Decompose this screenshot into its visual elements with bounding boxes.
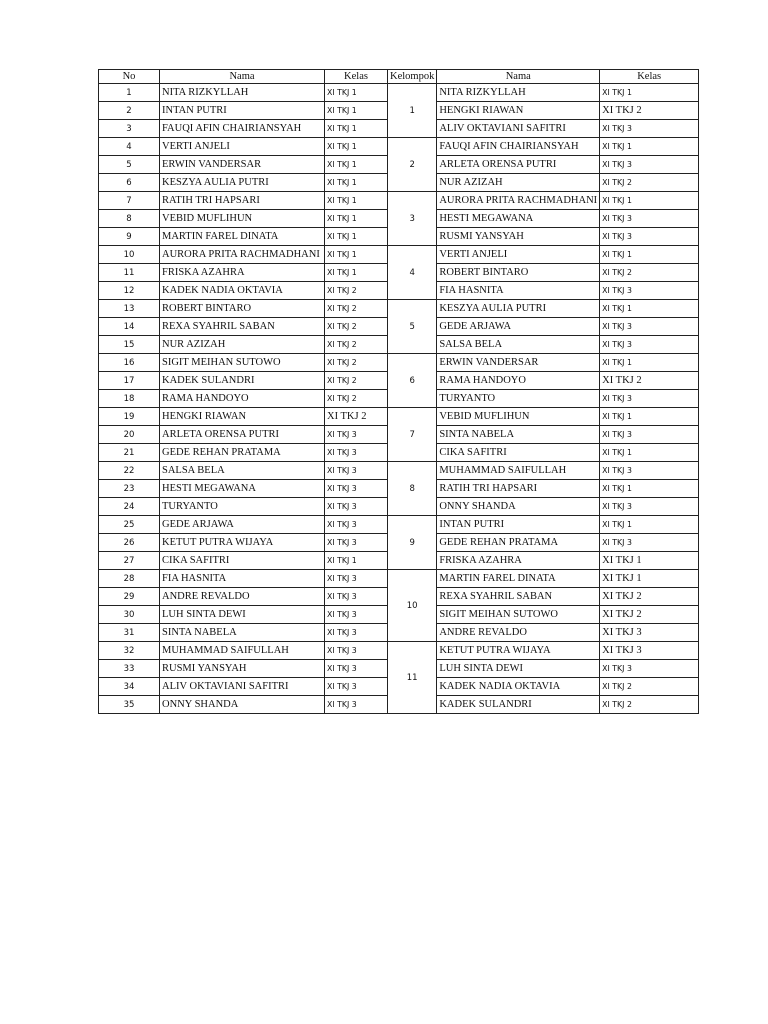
- student-name: RAMA HANDOYO: [160, 390, 325, 408]
- row-number: 5: [99, 156, 160, 174]
- group-member-name: RATIH TRI HAPSARI: [437, 480, 600, 498]
- group-table: [98, 69, 699, 714]
- student-name: ARLETA ORENSA PUTRI: [160, 426, 325, 444]
- row-number: 21: [99, 444, 160, 462]
- header-kelas: Kelas: [325, 70, 388, 84]
- row-number: 34: [99, 678, 160, 696]
- group-member-name: ROBERT BINTARO: [437, 264, 600, 282]
- group-member-name: FIA HASNITA: [437, 282, 600, 300]
- table-row: [99, 138, 699, 156]
- group-member-class: XI TKJ 3: [600, 390, 699, 408]
- row-number: 9: [99, 228, 160, 246]
- group-member-class: XI TKJ 3: [600, 462, 699, 480]
- group-member-class: XI TKJ 1: [600, 84, 699, 102]
- student-name: RUSMI YANSYAH: [160, 660, 325, 678]
- group-member-class: XI TKJ 2: [600, 678, 699, 696]
- header-kelompok: Kelompok: [388, 70, 437, 84]
- group-member-class: XI TKJ 1: [600, 480, 699, 498]
- table-row: [99, 570, 699, 588]
- group-member-class: XI TKJ 1: [600, 570, 699, 588]
- student-name: ANDRE REVALDO: [160, 588, 325, 606]
- group-member-class: XI TKJ 2: [600, 102, 699, 120]
- table-row: [99, 192, 699, 210]
- group-member-class: XI TKJ 3: [600, 282, 699, 300]
- table-row: [99, 462, 699, 480]
- group-member-class: XI TKJ 1: [600, 354, 699, 372]
- group-member-name: ALIV OKTAVIANI SAFITRI: [437, 120, 600, 138]
- group-number: 2: [388, 138, 437, 192]
- group-number: 6: [388, 354, 437, 408]
- group-member-name: NITA RIZKYLLAH: [437, 84, 600, 102]
- group-member-class: XI TKJ 2: [600, 264, 699, 282]
- row-number: 11: [99, 264, 160, 282]
- student-class: XI TKJ 3: [325, 642, 388, 660]
- student-class: XI TKJ 3: [325, 462, 388, 480]
- row-number: 10: [99, 246, 160, 264]
- student-name: GEDE REHAN PRATAMA: [160, 444, 325, 462]
- student-name: KETUT PUTRA WIJAYA: [160, 534, 325, 552]
- row-number: 7: [99, 192, 160, 210]
- student-class: XI TKJ 3: [325, 606, 388, 624]
- student-class: XI TKJ 1: [325, 120, 388, 138]
- group-number: 8: [388, 462, 437, 516]
- group-member-class: XI TKJ 1: [600, 552, 699, 570]
- group-member-name: MUHAMMAD SAIFULLAH: [437, 462, 600, 480]
- student-name: HESTI MEGAWANA: [160, 480, 325, 498]
- row-number: 33: [99, 660, 160, 678]
- student-class: XI TKJ 1: [325, 210, 388, 228]
- student-name: ERWIN VANDERSAR: [160, 156, 325, 174]
- group-member-name: GEDE REHAN PRATAMA: [437, 534, 600, 552]
- row-number: 24: [99, 498, 160, 516]
- table-row: [99, 300, 699, 318]
- student-name: AURORA PRITA RACHMADHANI: [160, 246, 325, 264]
- student-name: FRISKA AZAHRA: [160, 264, 325, 282]
- group-member-class: XI TKJ 1: [600, 192, 699, 210]
- group-member-class: XI TKJ 3: [600, 498, 699, 516]
- group-member-name: KADEK SULANDRI: [437, 696, 600, 714]
- group-member-class: XI TKJ 1: [600, 516, 699, 534]
- student-class: XI TKJ 1: [325, 264, 388, 282]
- student-class: XI TKJ 3: [325, 570, 388, 588]
- group-member-name: SIGIT MEIHAN SUTOWO: [437, 606, 600, 624]
- student-name: KADEK NADIA OKTAVIA: [160, 282, 325, 300]
- row-number: 18: [99, 390, 160, 408]
- group-member-name: SINTA NABELA: [437, 426, 600, 444]
- group-member-name: HENGKI RIAWAN: [437, 102, 600, 120]
- student-name: FIA HASNITA: [160, 570, 325, 588]
- group-member-name: SALSA BELA: [437, 336, 600, 354]
- row-number: 4: [99, 138, 160, 156]
- student-name: SINTA NABELA: [160, 624, 325, 642]
- student-name: MUHAMMAD SAIFULLAH: [160, 642, 325, 660]
- row-number: 14: [99, 318, 160, 336]
- student-class: XI TKJ 3: [325, 696, 388, 714]
- group-member-class: XI TKJ 1: [600, 246, 699, 264]
- group-member-name: KETUT PUTRA WIJAYA: [437, 642, 600, 660]
- group-member-name: GEDE ARJAWA: [437, 318, 600, 336]
- student-name: SIGIT MEIHAN SUTOWO: [160, 354, 325, 372]
- group-member-class: XI TKJ 2: [600, 606, 699, 624]
- row-number: 13: [99, 300, 160, 318]
- group-member-class: XI TKJ 2: [600, 696, 699, 714]
- group-member-name: NUR AZIZAH: [437, 174, 600, 192]
- group-number: 3: [388, 192, 437, 246]
- student-class: XI TKJ 3: [325, 480, 388, 498]
- student-name: ALIV OKTAVIANI SAFITRI: [160, 678, 325, 696]
- student-class: XI TKJ 2: [325, 408, 388, 426]
- group-member-name: HESTI MEGAWANA: [437, 210, 600, 228]
- row-number: 20: [99, 426, 160, 444]
- group-member-class: XI TKJ 1: [600, 408, 699, 426]
- student-name: INTAN PUTRI: [160, 102, 325, 120]
- header-kelas-group: Kelas: [600, 70, 699, 84]
- group-member-name: ANDRE REVALDO: [437, 624, 600, 642]
- group-member-class: XI TKJ 3: [600, 210, 699, 228]
- group-number: 7: [388, 408, 437, 462]
- student-class: XI TKJ 2: [325, 354, 388, 372]
- student-class: XI TKJ 1: [325, 552, 388, 570]
- student-name: VEBID MUFLIHUN: [160, 210, 325, 228]
- student-name: NUR AZIZAH: [160, 336, 325, 354]
- student-name: MARTIN FAREL DINATA: [160, 228, 325, 246]
- student-name: SALSA BELA: [160, 462, 325, 480]
- student-class: XI TKJ 3: [325, 516, 388, 534]
- row-number: 8: [99, 210, 160, 228]
- row-number: 19: [99, 408, 160, 426]
- student-class: XI TKJ 3: [325, 498, 388, 516]
- table-row: [99, 408, 699, 426]
- student-name: RATIH TRI HAPSARI: [160, 192, 325, 210]
- group-number: 4: [388, 246, 437, 300]
- group-member-name: RUSMI YANSYAH: [437, 228, 600, 246]
- student-class: XI TKJ 2: [325, 372, 388, 390]
- student-name: FAUQI AFIN CHAIRIANSYAH: [160, 120, 325, 138]
- group-member-class: XI TKJ 2: [600, 174, 699, 192]
- group-member-name: REXA SYAHRIL SABAN: [437, 588, 600, 606]
- group-member-name: RAMA HANDOYO: [437, 372, 600, 390]
- student-name: GEDE ARJAWA: [160, 516, 325, 534]
- group-member-class: XI TKJ 3: [600, 660, 699, 678]
- table-row: [99, 246, 699, 264]
- student-name: KESZYA AULIA PUTRI: [160, 174, 325, 192]
- row-number: 30: [99, 606, 160, 624]
- row-number: 32: [99, 642, 160, 660]
- student-class: XI TKJ 1: [325, 156, 388, 174]
- row-number: 6: [99, 174, 160, 192]
- row-number: 28: [99, 570, 160, 588]
- header-row: [99, 70, 699, 84]
- group-member-class: XI TKJ 3: [600, 120, 699, 138]
- group-member-name: FRISKA AZAHRA: [437, 552, 600, 570]
- group-member-name: AURORA PRITA RACHMADHANI: [437, 192, 600, 210]
- group-member-name: MARTIN FAREL DINATA: [437, 570, 600, 588]
- student-class: XI TKJ 3: [325, 534, 388, 552]
- row-number: 31: [99, 624, 160, 642]
- group-member-class: XI TKJ 3: [600, 426, 699, 444]
- group-member-class: XI TKJ 3: [600, 336, 699, 354]
- group-member-name: ONNY SHANDA: [437, 498, 600, 516]
- group-member-class: XI TKJ 3: [600, 642, 699, 660]
- student-class: XI TKJ 3: [325, 624, 388, 642]
- row-number: 27: [99, 552, 160, 570]
- student-name: HENGKI RIAWAN: [160, 408, 325, 426]
- header-nama: Nama: [160, 70, 325, 84]
- group-member-name: KESZYA AULIA PUTRI: [437, 300, 600, 318]
- table-row: [99, 516, 699, 534]
- row-number: 35: [99, 696, 160, 714]
- student-class: XI TKJ 2: [325, 282, 388, 300]
- student-class: XI TKJ 3: [325, 678, 388, 696]
- row-number: 26: [99, 534, 160, 552]
- student-name: REXA SYAHRIL SABAN: [160, 318, 325, 336]
- student-name: VERTI ANJELI: [160, 138, 325, 156]
- student-name: LUH SINTA DEWI: [160, 606, 325, 624]
- row-number: 25: [99, 516, 160, 534]
- group-member-name: INTAN PUTRI: [437, 516, 600, 534]
- student-class: XI TKJ 3: [325, 426, 388, 444]
- student-name: ROBERT BINTARO: [160, 300, 325, 318]
- row-number: 1: [99, 84, 160, 102]
- row-number: 2: [99, 102, 160, 120]
- student-class: XI TKJ 1: [325, 84, 388, 102]
- group-member-class: XI TKJ 3: [600, 318, 699, 336]
- student-class: XI TKJ 2: [325, 318, 388, 336]
- header-nama-group: Nama: [437, 70, 600, 84]
- student-class: XI TKJ 2: [325, 336, 388, 354]
- student-class: XI TKJ 3: [325, 444, 388, 462]
- student-name: CIKA SAFITRI: [160, 552, 325, 570]
- group-number: 5: [388, 300, 437, 354]
- student-class: XI TKJ 1: [325, 192, 388, 210]
- student-class: XI TKJ 1: [325, 174, 388, 192]
- row-number: 22: [99, 462, 160, 480]
- table-row: [99, 84, 699, 102]
- group-member-class: XI TKJ 2: [600, 372, 699, 390]
- row-number: 16: [99, 354, 160, 372]
- student-class: XI TKJ 1: [325, 138, 388, 156]
- row-number: 12: [99, 282, 160, 300]
- row-number: 3: [99, 120, 160, 138]
- group-number: 11: [388, 642, 437, 714]
- group-member-class: XI TKJ 3: [600, 156, 699, 174]
- student-class: XI TKJ 1: [325, 102, 388, 120]
- student-class: XI TKJ 1: [325, 228, 388, 246]
- group-member-name: KADEK NADIA OKTAVIA: [437, 678, 600, 696]
- group-member-name: VERTI ANJELI: [437, 246, 600, 264]
- student-name: TURYANTO: [160, 498, 325, 516]
- group-member-name: FAUQI AFIN CHAIRIANSYAH: [437, 138, 600, 156]
- student-name: NITA RIZKYLLAH: [160, 84, 325, 102]
- group-member-name: ARLETA ORENSA PUTRI: [437, 156, 600, 174]
- group-member-class: XI TKJ 2: [600, 588, 699, 606]
- table-row: [99, 354, 699, 372]
- table-body: [99, 84, 699, 714]
- group-member-name: CIKA SAFITRI: [437, 444, 600, 462]
- group-member-name: ERWIN VANDERSAR: [437, 354, 600, 372]
- row-number: 17: [99, 372, 160, 390]
- student-class: XI TKJ 2: [325, 300, 388, 318]
- group-number: 10: [388, 570, 437, 642]
- group-number: 9: [388, 516, 437, 570]
- student-class: XI TKJ 3: [325, 588, 388, 606]
- row-number: 23: [99, 480, 160, 498]
- group-member-class: XI TKJ 3: [600, 534, 699, 552]
- group-member-class: XI TKJ 3: [600, 228, 699, 246]
- student-class: XI TKJ 1: [325, 246, 388, 264]
- row-number: 15: [99, 336, 160, 354]
- group-member-class: XI TKJ 1: [600, 300, 699, 318]
- student-class: XI TKJ 3: [325, 660, 388, 678]
- header-no: No: [99, 70, 160, 84]
- group-member-name: TURYANTO: [437, 390, 600, 408]
- group-member-class: XI TKJ 3: [600, 624, 699, 642]
- table-row: [99, 642, 699, 660]
- group-member-class: XI TKJ 1: [600, 138, 699, 156]
- group-member-name: LUH SINTA DEWI: [437, 660, 600, 678]
- student-name: ONNY SHANDA: [160, 696, 325, 714]
- student-name: KADEK SULANDRI: [160, 372, 325, 390]
- group-number: 1: [388, 84, 437, 138]
- student-class: XI TKJ 2: [325, 390, 388, 408]
- row-number: 29: [99, 588, 160, 606]
- group-member-name: VEBID MUFLIHUN: [437, 408, 600, 426]
- group-member-class: XI TKJ 1: [600, 444, 699, 462]
